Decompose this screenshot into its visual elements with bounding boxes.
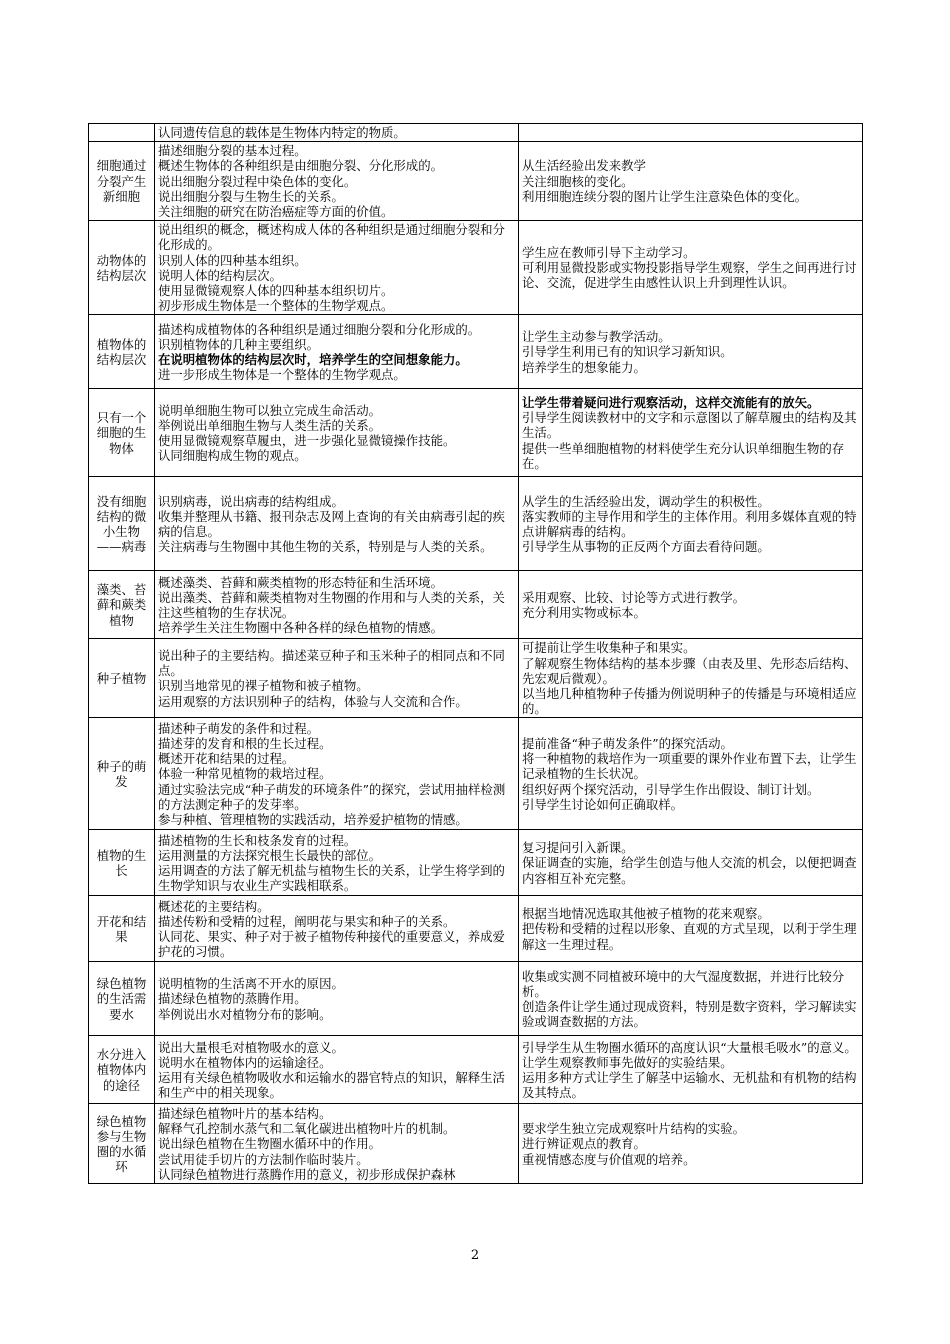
goal-line: 概述开花和结果的过程。	[158, 751, 295, 767]
goals-cell	[155, 718, 519, 830]
table-row	[89, 124, 863, 142]
methods-cell	[519, 718, 863, 830]
method-line: 引导学生从事物的正反两个方面去看待问题。	[522, 539, 770, 555]
topic-cell: 没有细胞结构的微小生物——病毒	[89, 477, 155, 571]
method-line: 让学生观察教师事先做好的实验结果。	[522, 1054, 733, 1070]
goals-cell	[155, 1036, 519, 1104]
goals-cell	[155, 896, 519, 962]
goals-cell	[155, 639, 519, 718]
method-line: 学生应在教师引导下主动学习。	[522, 245, 696, 261]
page-number: 2	[470, 1248, 480, 1263]
method-line: 可利用显微投影或实物投影指导学生观察，学生之间再进行讨论、交流，促进学生由感性认识上升到理性认识。	[522, 260, 857, 291]
table-row	[89, 315, 863, 389]
topic-cell: 开花和结果	[89, 896, 155, 962]
topic-cell	[89, 124, 155, 142]
goal-line: 说出细胞分裂与生物生长的关系。	[158, 188, 344, 204]
goal-line: 运用测量的方法探究根生长最快的部位。	[158, 847, 382, 863]
topic-cell: 藻类、苔藓和蕨类植物	[89, 571, 155, 639]
goal-line: 通过实验法完成“种子萌发的环境条件”的探究，尝试用抽样检测的方法测定种子的发芽率。	[158, 781, 506, 812]
goals-cell	[155, 315, 519, 389]
method-line: 让学生主动参与教学活动。	[522, 329, 671, 345]
method-line: 创造条件让学生通过现成资料，特别是数字资料，学习解读实验或调查数据的方法。	[522, 998, 857, 1030]
goal-line: 认同细胞构成生物的观点。	[158, 448, 307, 464]
topic-cell: 动物体的结构层次	[89, 221, 155, 315]
table-row	[89, 718, 863, 830]
goal-line: 说明水在植物体内的运输途径。	[158, 1054, 332, 1070]
method-line: 复习提问引入新课。	[522, 840, 634, 856]
goal-line: 描述构成植物体的各种组织是通过细胞分裂和分化形成的。	[158, 321, 481, 337]
goal-line: 描述植物的生长和枝条发育的过程。	[158, 832, 357, 848]
goal-line: 举例说出水对植物分布的影响。	[158, 1006, 332, 1022]
topic-cell: 植物体的结构层次	[89, 315, 155, 389]
methods-cell	[519, 639, 863, 718]
table-row	[89, 830, 863, 896]
goal-line: 概述生物体的各种组织是由细胞分裂、分化形成的。	[158, 158, 443, 174]
goal-line: 描述细胞分裂的基本过程。	[158, 143, 307, 159]
methods-cell	[519, 571, 863, 639]
table-row	[89, 477, 863, 571]
method-line: 从学生的生活经验出发，调动学生的积极性。	[522, 493, 770, 509]
goals-cell	[155, 221, 519, 315]
method-line: 组织好两个探究活动，引导学生作出假设、制订计划。	[522, 781, 820, 797]
table-row	[89, 1036, 863, 1104]
method-line: 收集或实测不同植被环境中的大气湿度数据，并进行比较分析。	[522, 968, 845, 999]
method-line: 采用观察、比较、讨论等方式进行教学。	[522, 589, 746, 605]
table-row	[89, 639, 863, 718]
goal-line: 举例说出单细胞生物与人类生活的关系。	[158, 417, 382, 433]
methods-cell	[519, 389, 863, 477]
goal-line: 初步形成生物体是一个整体的生物学观点。	[158, 298, 394, 314]
goal-line: 在说明植物体的结构层次时，培养学生的空间想象能力。	[158, 351, 468, 367]
goal-line: 培养学生关注生物圈中各种各样的绿色植物的情感。	[158, 620, 443, 636]
goal-line: 尝试用徒手切片的方法制作临时装片。	[158, 1151, 369, 1167]
method-line: 提前准备“种子萌发条件”的探究活动。	[522, 735, 733, 751]
method-line: 把传粉和受精的过程以形象、直观的方式呈现，以利于学生理解这一生理过程。	[522, 921, 857, 952]
goal-line: 识别植物体的几种主要组织。	[158, 336, 320, 352]
table-row	[89, 962, 863, 1036]
goal-line: 说出组织的概念，概述构成人体的各种组织是通过细胞分裂和分化形成的。	[158, 222, 505, 253]
method-line: 引导学生讨论如何正确取样。	[522, 796, 684, 812]
methods-cell	[519, 1104, 863, 1184]
goal-line: 说出藻类、苔藓和蕨类植物对生物圈的作用和与人类的关系，关注这些植物的生存状况。	[158, 589, 505, 620]
goal-line: 解释气孔控制水蒸气和二氧化碳进出植物叶片的机制。	[158, 1121, 456, 1137]
method-line: 了解观察生物体结构的基本步骤（由表及里、先形态后结构、先宏观后微观）。	[522, 655, 857, 686]
goal-line: 说出绿色植物在生物圈水循环中的作用。	[158, 1136, 382, 1152]
method-line: 要求学生独立完成观察叶片结构的实验。	[522, 1121, 746, 1137]
curriculum-table	[88, 123, 863, 1184]
method-line: 将一种植物的栽培作为一项重要的课外作业布置下去，让学生记录植物的生长状况。	[522, 751, 857, 782]
method-line: 关注细胞核的变化。	[522, 173, 634, 189]
methods-cell	[519, 142, 863, 221]
method-line: 以当地几种植物种子传播为例说明种子的传播是与环境相适应的。	[522, 686, 857, 717]
table-row	[89, 389, 863, 477]
goal-line: 说出种子的主要结构。描述菜豆种子和玉米种子的相同点和不同点。	[158, 648, 505, 679]
method-line: 提供一些单细胞植物的材料使学生充分认识单细胞生物的存在。	[522, 440, 845, 471]
goal-line: 认同绿色植物进行蒸腾作用的意义，初步形成保护森林	[158, 1166, 456, 1182]
method-line: 引导学生从生物圈水循环的高度认识“大量根毛吸水”的意义。	[522, 1039, 857, 1055]
method-line: 保证调查的实施，给学生创造与他人交流的机会，以便把调查内容相互补充完整。	[522, 855, 857, 886]
goals-cell	[155, 1104, 519, 1184]
methods-cell	[519, 962, 863, 1036]
method-line: 培养学生的想象能力。	[522, 359, 646, 375]
methods-cell	[519, 1036, 863, 1104]
methods-cell	[519, 315, 863, 389]
method-line: 让学生带着疑问进行观察活动，这样交流能有的放矢。	[522, 394, 820, 410]
goal-line: 参与种植、管理植物的实践活动，培养爱护植物的情感。	[158, 811, 468, 827]
goal-line: 描述种子萌发的条件和过程。	[158, 720, 320, 736]
topic-cell: 植物的生长	[89, 830, 155, 896]
method-line: 引导学生阅读教材中的文字和示意图以了解草履虫的结构及其生活。	[522, 410, 857, 441]
topic-cell: 细胞通过分裂产生新细胞	[89, 142, 155, 221]
table-row	[89, 571, 863, 639]
goal-line: 使用显微镜观察人体的四种基本组织切片。	[158, 283, 394, 299]
table-row	[89, 1104, 863, 1184]
methods-cell	[519, 830, 863, 896]
topic-cell: 种子植物	[89, 639, 155, 718]
goal-line: 描述传粉和受精的过程，阐明花与果实和种子的关系。	[158, 913, 456, 929]
goal-line: 说明人体的结构层次。	[158, 267, 282, 283]
goal-line: 收集并整理从书籍、报刊杂志及网上查询的有关由病毒引起的疾病的信息。	[158, 508, 505, 539]
method-line: 充分利用实物或标本。	[522, 604, 646, 620]
goal-line: 概述花的主要结构。	[158, 898, 270, 914]
topic-cell: 只有一个细胞的生物体	[89, 389, 155, 477]
goal-line: 识别病毒，说出病毒的结构组成。	[158, 493, 344, 509]
goal-line: 运用有关绿色植物吸收水和运输水的器官特点的知识，解释生活和生产中的相关现象。	[158, 1069, 505, 1101]
goal-line: 说出细胞分裂过程中染色体的变化。	[158, 173, 357, 189]
goal-line: 认同花、果实、种子对于被子植物传种接代的重要意义，养成爱护花的习惯。	[158, 928, 505, 960]
method-line: 运用多种方式让学生了解茎中运输水、无机盐和有机物的结构及其特点。	[522, 1069, 857, 1101]
method-line: 根据当地情况选取其他被子植物的花来观察。	[522, 906, 770, 922]
goal-line: 运用调查的方法了解无机盐与植物生长的关系，让学生将学到的生物学知识与农业生产实践相联系。	[158, 862, 505, 894]
goals-cell	[155, 389, 519, 477]
goals-cell	[155, 962, 519, 1036]
table-row	[89, 221, 863, 315]
goal-line: 说出大量根毛对植物吸水的意义。	[158, 1039, 344, 1055]
table-row	[89, 896, 863, 962]
goals-cell	[155, 142, 519, 221]
method-line: 从生活经验出发来教学	[522, 158, 646, 174]
method-line: 进行辨证观点的教育。	[522, 1136, 646, 1152]
goal-line: 说明单细胞生物可以独立完成生命活动。	[158, 402, 382, 418]
goal-line: 识别人体的四种基本组织。	[158, 252, 307, 268]
goal-line: 关注病毒与生物圈中其他生物的关系，特别是与人类的关系。	[158, 539, 493, 555]
method-line: 落实教师的主导作用和学生的主体作用。利用多媒体直观的特点讲解病毒的结构。	[522, 508, 857, 539]
goals-cell	[155, 830, 519, 896]
methods-cell	[519, 477, 863, 571]
goal-line: 描述芽的发育和根的生长过程。	[158, 735, 332, 751]
methods-cell	[519, 896, 863, 962]
goal-line: 识别当地常见的裸子植物和被子植物。	[158, 678, 369, 694]
topic-cell: 绿色植物的生活需要水	[89, 962, 155, 1036]
topic-cell: 种子的萌发	[89, 718, 155, 830]
table-row	[89, 142, 863, 221]
goal-line: 描述绿色植物叶片的基本结构。	[158, 1105, 332, 1121]
goals-cell	[155, 124, 519, 142]
goal-line: 认同遗传信息的载体是生物体内特定的物质。	[158, 125, 406, 140]
topic-cell: 绿色植物参与生物圈的水循环	[89, 1104, 155, 1184]
goal-line: 使用显微镜观察草履虫，进一步强化显微镜操作技能。	[158, 432, 456, 448]
method-line: 可提前让学生收集种子和果实。	[522, 640, 696, 656]
goal-line: 说明植物的生活离不开水的原因。	[158, 976, 344, 992]
method-line: 重视情感态度与价值观的培养。	[522, 1151, 696, 1167]
method-line: 利用细胞连续分裂的图片让学生注意染色体的变化。	[522, 188, 807, 204]
methods-cell	[519, 221, 863, 315]
goal-line: 关注细胞的研究在防治癌症等方面的价值。	[158, 204, 394, 220]
topic-cell: 水分进入植物体内的途径	[89, 1036, 155, 1104]
goals-cell	[155, 571, 519, 639]
methods-cell	[519, 124, 863, 142]
goal-line: 进一步形成生物体是一个整体的生物学观点。	[158, 367, 406, 383]
goal-line: 概述藻类、苔藓和蕨类植物的形态特征和生活环境。	[158, 574, 443, 590]
goals-cell	[155, 477, 519, 571]
goal-line: 运用观察的方法识别种子的结构，体验与人交流和合作。	[158, 693, 468, 709]
method-line: 引导学生利用已有的知识学习新知识。	[522, 344, 733, 360]
goal-line: 描述绿色植物的蒸腾作用。	[158, 991, 307, 1007]
table-body	[89, 124, 863, 1184]
goal-line: 体验一种常见植物的栽培过程。	[158, 766, 332, 782]
